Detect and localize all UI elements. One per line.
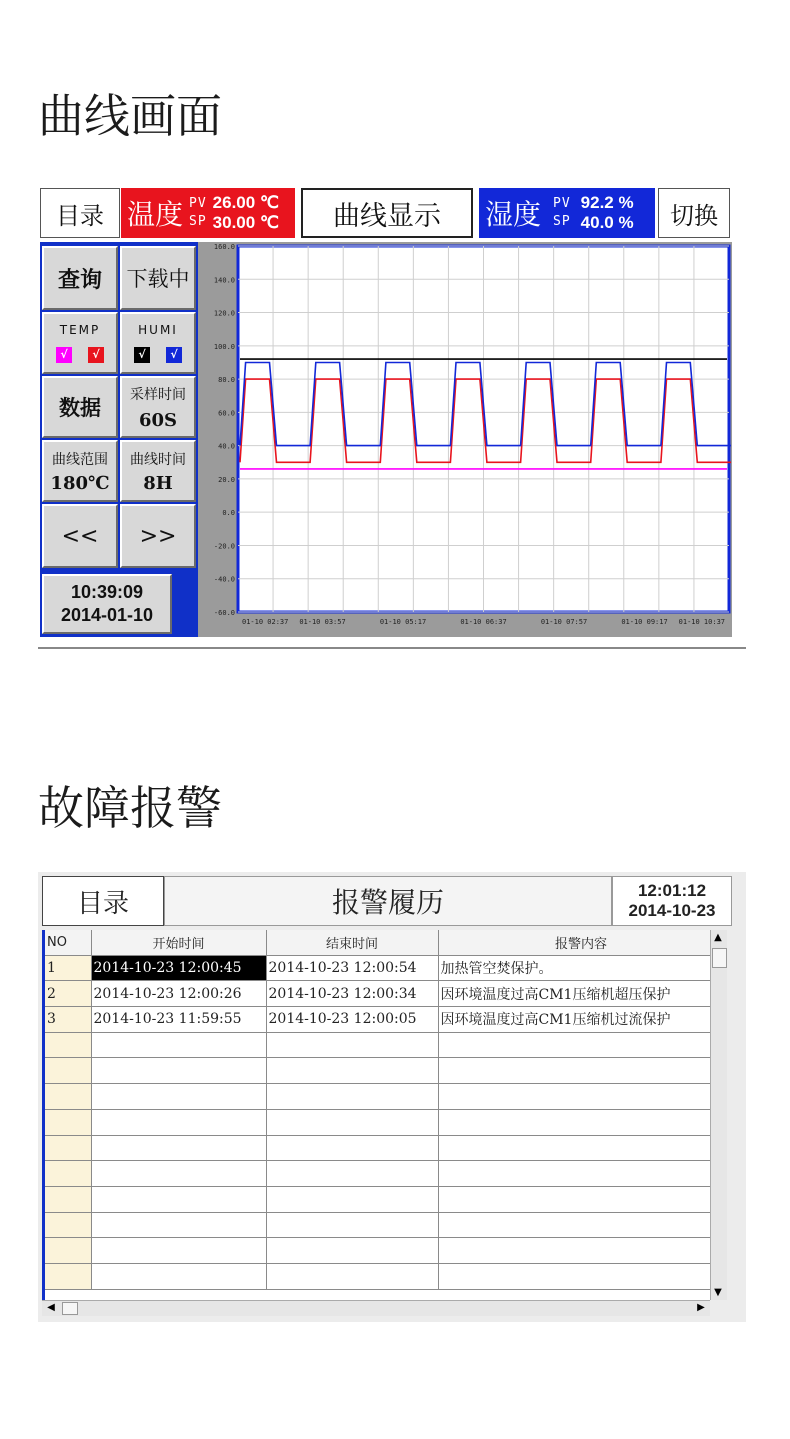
humi-sp-value: 40.0 % (580, 213, 634, 232)
y-tick-label: 60.0 (218, 409, 235, 418)
x-tick-label: 01-10 09:17 (621, 618, 668, 626)
curve-time-button[interactable] (120, 440, 196, 502)
y-tick-label: 0.0 (222, 509, 235, 518)
empty-cell[interactable] (45, 1161, 91, 1187)
scroll-left-icon[interactable]: ◀ (47, 1302, 55, 1313)
sample-time-value: 60S (138, 409, 178, 431)
empty-cell[interactable] (438, 1186, 724, 1212)
table-row[interactable] (45, 955, 724, 981)
table-cell-end[interactable]: 2014-10-23 12:00:05 (266, 1007, 438, 1033)
temp-legend-label: TEMP (59, 323, 101, 337)
table-cell-end[interactable]: 2014-10-23 12:00:34 (266, 981, 438, 1007)
table-cell-content[interactable]: 加热管空焚保护。 (438, 955, 724, 981)
y-tick-label: 160.0 (213, 243, 235, 251)
empty-cell[interactable] (438, 1161, 724, 1187)
empty-cell[interactable] (266, 1212, 438, 1238)
humi-pv-tag: PV (553, 196, 571, 211)
query-button[interactable] (42, 246, 118, 310)
empty-row[interactable] (45, 1058, 724, 1084)
empty-row[interactable] (45, 1161, 724, 1187)
y-tick-label: 140.0 (213, 276, 235, 285)
y-tick-label: 120.0 (213, 309, 235, 318)
alarm-title: 报警履历 (164, 876, 612, 926)
empty-cell[interactable] (91, 1058, 266, 1084)
clock-date: 2014-01-10 (60, 605, 154, 625)
alarm-clock-time: 12:01:12 (637, 881, 707, 900)
table-cell-no[interactable]: 1 (45, 955, 91, 981)
empty-cell[interactable] (45, 1084, 91, 1110)
empty-cell[interactable] (45, 1212, 91, 1238)
empty-cell[interactable] (438, 1135, 724, 1161)
empty-cell[interactable] (45, 1135, 91, 1161)
empty-cell[interactable] (266, 1238, 438, 1264)
empty-row[interactable] (45, 1032, 724, 1058)
temperature-panel (121, 188, 295, 238)
download-label: 下载中 (126, 267, 190, 291)
temp-sp-value: 30.00 ℃ (212, 213, 280, 232)
horizontal-scrollbar[interactable] (42, 1300, 710, 1316)
empty-cell[interactable] (91, 1186, 266, 1212)
empty-cell[interactable] (266, 1161, 438, 1187)
x-tick-label: 01-10 10:37 (678, 618, 725, 626)
empty-cell[interactable] (91, 1032, 266, 1058)
x-tick-label: 01-10 05:17 (379, 618, 427, 626)
humi-pv-checkbox[interactable]: √ (134, 347, 150, 363)
table-cell-start[interactable]: 2014-10-23 12:00:26 (91, 981, 266, 1007)
x-tick-label: 01-10 07:57 (540, 618, 588, 626)
empty-cell[interactable] (266, 1186, 438, 1212)
temperature-label: 温度 (127, 198, 184, 231)
temp-sp-checkbox[interactable]: √ (88, 347, 104, 363)
empty-row[interactable] (45, 1263, 724, 1289)
empty-cell[interactable] (91, 1161, 266, 1187)
section-title-alarm: 故障报警 (38, 781, 222, 835)
curve-time-value: 8H (143, 472, 173, 494)
column-header[interactable]: 结束时间 (266, 930, 438, 955)
humidity-panel (479, 188, 655, 238)
empty-cell[interactable] (266, 1084, 438, 1110)
next-label: >> (139, 523, 177, 549)
table-cell-no[interactable]: 3 (45, 1007, 91, 1033)
trend-chart (198, 242, 732, 637)
humi-sp-tag: SP (553, 214, 571, 229)
humi-legend (120, 312, 196, 374)
table-cell-content[interactable]: 因环境温度过高CM1压缩机过流保护 (438, 1007, 724, 1033)
empty-cell[interactable] (266, 1032, 438, 1058)
alarm-clock (612, 876, 732, 926)
empty-row[interactable] (45, 1186, 724, 1212)
empty-row[interactable] (45, 1135, 724, 1161)
prev-label: << (61, 523, 99, 549)
table-cell-end[interactable]: 2014-10-23 12:00:54 (266, 955, 438, 981)
table-cell-start[interactable]: 2014-10-23 11:59:55 (91, 1007, 266, 1033)
y-tick-label: -60.0 (213, 609, 235, 617)
download-button[interactable] (120, 246, 196, 310)
column-header[interactable]: 报警内容 (438, 930, 724, 955)
empty-cell[interactable] (438, 1058, 724, 1084)
scroll-down-icon[interactable]: ▼ (714, 1287, 722, 1298)
x-tick-label: 01-10 02:37 (242, 618, 289, 626)
empty-cell[interactable] (45, 1238, 91, 1264)
x-tick-label: 01-10 03:57 (299, 618, 346, 626)
control-column (40, 242, 198, 637)
sample-time-label: 采样时间 (130, 386, 186, 403)
scroll-thumb[interactable] (712, 948, 727, 968)
temp-pv-checkbox[interactable]: √ (56, 347, 72, 363)
y-tick-label: 80.0 (218, 376, 235, 385)
humi-legend-label: HUMI (138, 323, 178, 337)
curve-time-label: 曲线时间 (130, 451, 186, 468)
x-tick-label: 01-10 06:37 (460, 618, 507, 626)
clock-time: 10:39:09 (70, 582, 144, 602)
empty-cell[interactable] (91, 1238, 266, 1264)
query-label: 查询 (57, 266, 102, 293)
next-page-button[interactable] (120, 504, 196, 568)
empty-cell[interactable] (266, 1109, 438, 1135)
alarm-history-screen (38, 872, 746, 1322)
y-tick-label: 40.0 (218, 442, 235, 451)
table-row[interactable] (45, 1007, 724, 1033)
trend-chart-svg (198, 242, 732, 637)
empty-cell[interactable] (438, 1032, 724, 1058)
curve-display-title: 曲线显示 (301, 188, 473, 238)
switch-button[interactable]: 切换 (658, 188, 730, 238)
empty-cell[interactable] (438, 1212, 724, 1238)
empty-cell[interactable] (45, 1109, 91, 1135)
humi-sp-checkbox[interactable]: √ (166, 347, 182, 363)
empty-cell[interactable] (91, 1109, 266, 1135)
data-label: 数据 (59, 395, 101, 420)
empty-row[interactable] (45, 1084, 724, 1110)
empty-row[interactable] (45, 1109, 724, 1135)
temp-pv-tag: PV (189, 196, 207, 211)
empty-cell[interactable] (438, 1109, 724, 1135)
menu-button[interactable]: 目录 (40, 188, 120, 238)
empty-cell[interactable] (45, 1058, 91, 1084)
column-header[interactable]: NO (45, 930, 91, 955)
clock-display (42, 574, 172, 634)
empty-cell[interactable] (438, 1084, 724, 1110)
y-tick-label: -40.0 (213, 575, 235, 584)
scroll-right-icon[interactable]: ▶ (697, 1302, 705, 1313)
empty-row[interactable] (45, 1212, 724, 1238)
curve-range-label: 曲线范围 (52, 451, 108, 468)
empty-cell[interactable] (438, 1263, 724, 1289)
temp-pv-value: 26.00 ℃ (212, 193, 280, 212)
empty-cell[interactable] (91, 1263, 266, 1289)
empty-cell[interactable] (45, 1032, 91, 1058)
table-cell-no[interactable]: 2 (45, 981, 91, 1007)
empty-cell[interactable] (91, 1135, 266, 1161)
empty-cell[interactable] (91, 1212, 266, 1238)
temp-legend (42, 312, 118, 374)
table-cell-start[interactable]: 2014-10-23 12:00:45 (91, 955, 266, 981)
alarm-table-container (42, 930, 727, 1300)
hscroll-thumb[interactable] (62, 1302, 78, 1315)
humidity-label: 湿度 (485, 198, 542, 231)
table-cell-content[interactable]: 因环境温度过高CM1压缩机超压保护 (438, 981, 724, 1007)
section-title-curve: 曲线画面 (38, 89, 222, 143)
y-tick-label: 100.0 (213, 342, 235, 351)
empty-cell[interactable] (91, 1084, 266, 1110)
empty-cell[interactable] (45, 1263, 91, 1289)
alarm-table (45, 930, 725, 1290)
temp-sp-tag: SP (189, 214, 207, 229)
empty-cell[interactable] (438, 1238, 724, 1264)
empty-cell[interactable] (266, 1135, 438, 1161)
column-header[interactable]: 开始时间 (91, 930, 266, 955)
scroll-up-icon[interactable]: ▲ (714, 932, 722, 943)
table-row[interactable] (45, 981, 724, 1007)
empty-cell[interactable] (45, 1186, 91, 1212)
empty-cell[interactable] (266, 1058, 438, 1084)
data-button[interactable] (42, 376, 118, 438)
sample-time-button[interactable] (120, 376, 196, 438)
humi-pv-value: 92.2 % (580, 193, 634, 212)
empty-row[interactable] (45, 1238, 724, 1264)
prev-page-button[interactable] (42, 504, 118, 568)
curve-screen (38, 186, 746, 649)
vertical-scrollbar[interactable] (710, 930, 727, 1300)
curve-range-value: 180℃ (50, 472, 110, 494)
alarm-menu-button[interactable]: 目录 (42, 876, 164, 926)
alarm-clock-date: 2014-10-23 (628, 901, 716, 920)
y-tick-label: -20.0 (213, 542, 235, 551)
empty-cell[interactable] (266, 1263, 438, 1289)
curve-range-button[interactable] (42, 440, 118, 502)
y-tick-label: 20.0 (218, 475, 235, 484)
